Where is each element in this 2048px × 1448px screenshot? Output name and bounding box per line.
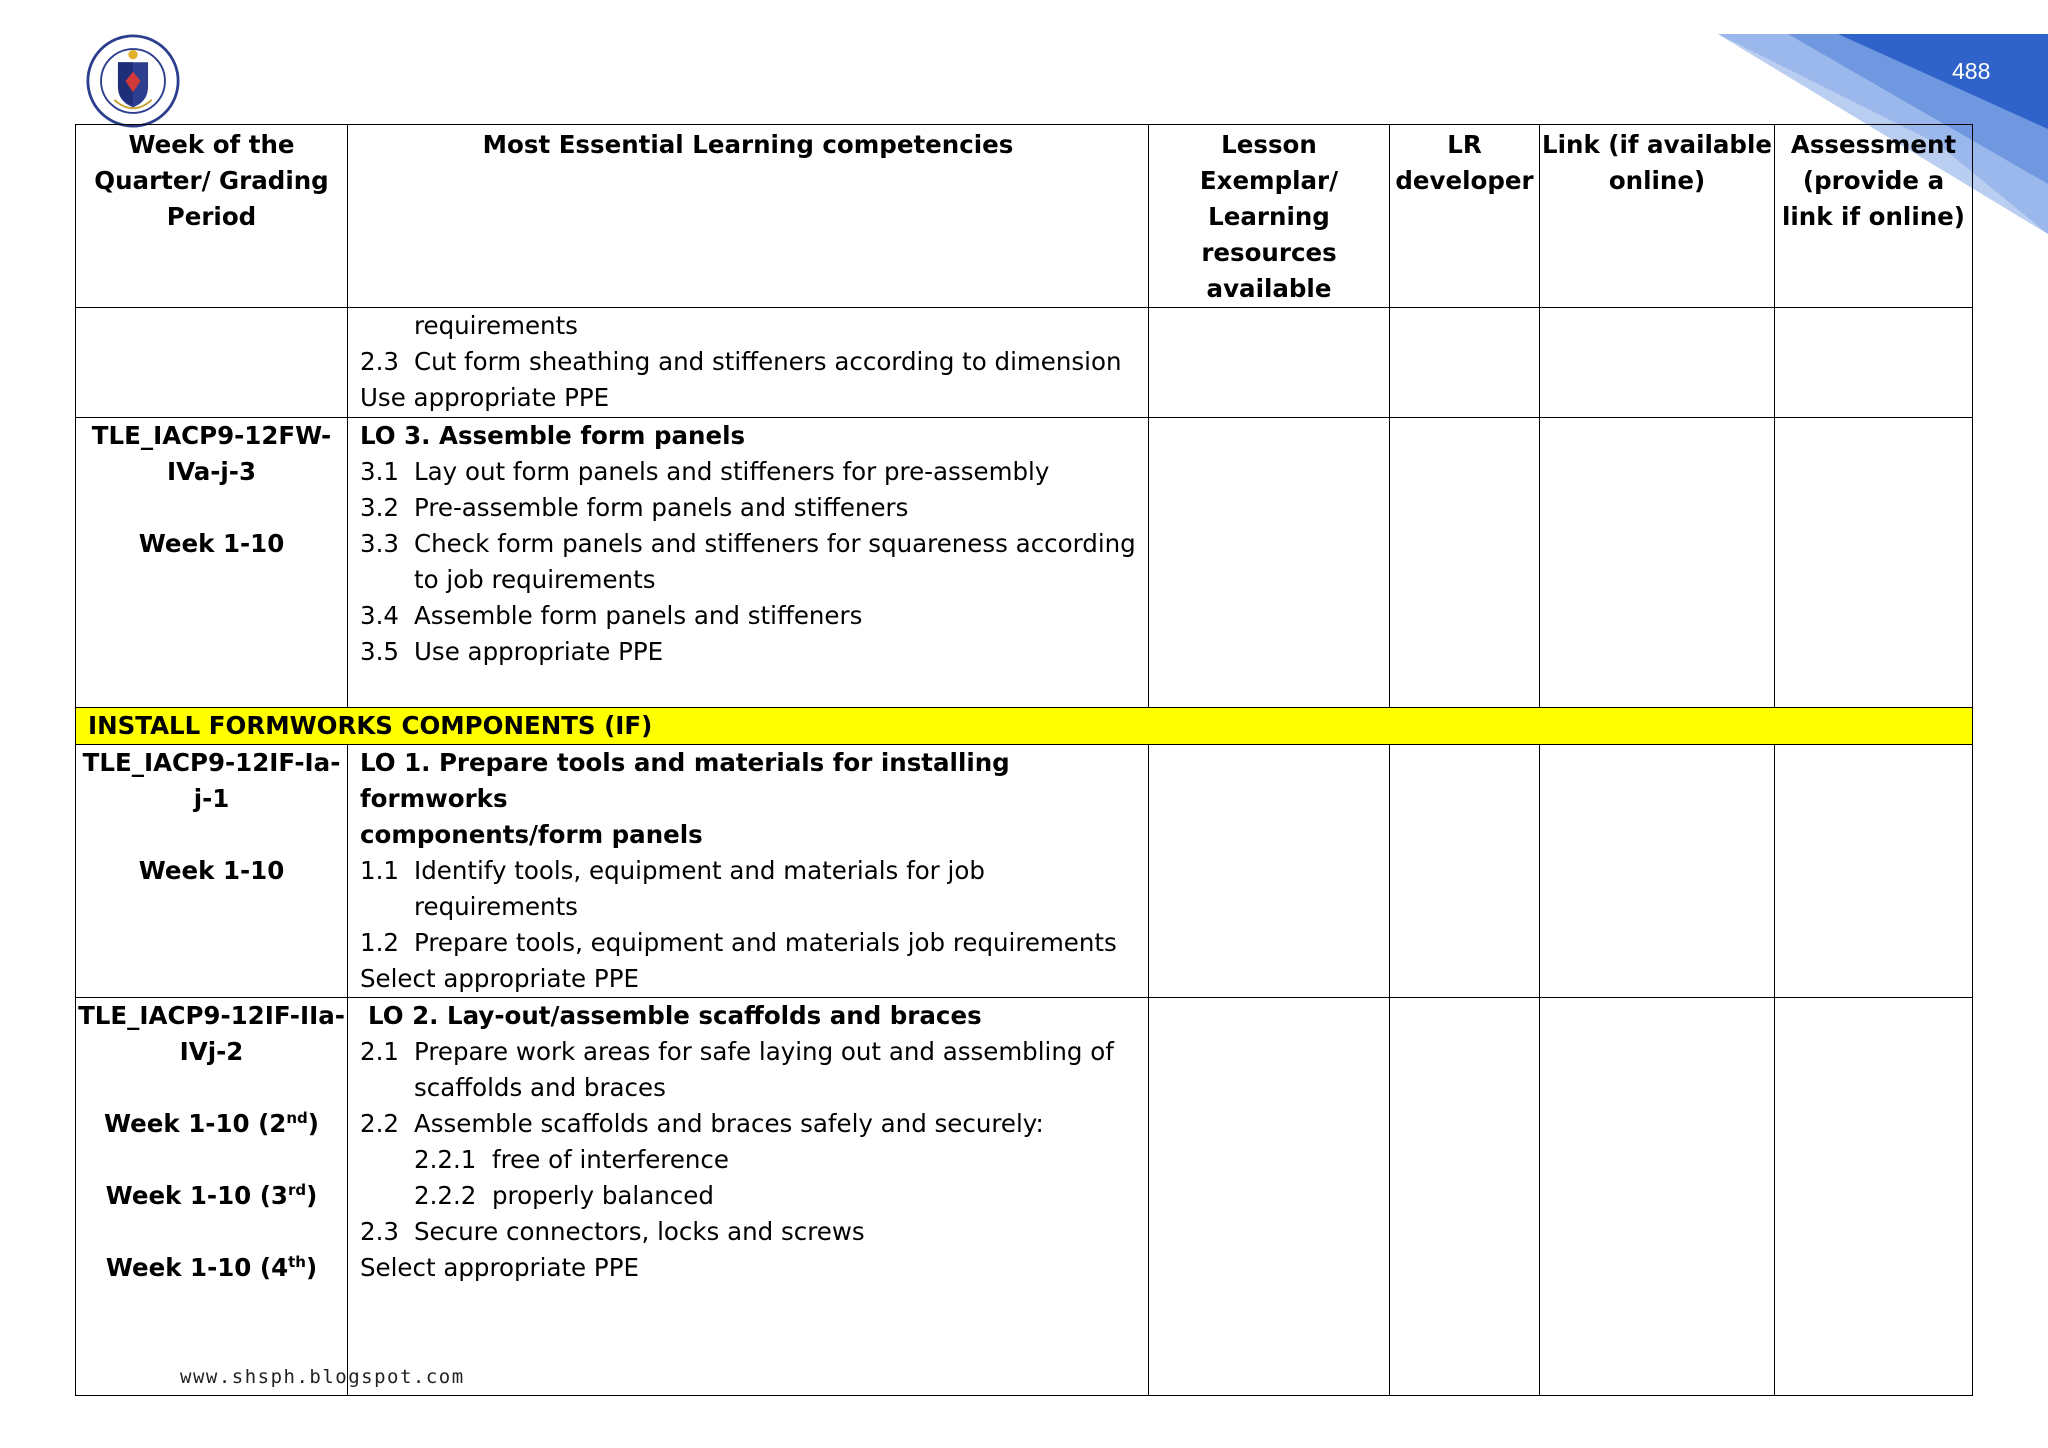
competency-subitem bbox=[360, 1178, 1148, 1214]
item-number: 2.2.1 bbox=[414, 1145, 477, 1174]
competency-cell bbox=[348, 745, 1149, 998]
item-number: 3.3 bbox=[360, 529, 399, 558]
competency-item bbox=[360, 562, 1148, 598]
empty-cell bbox=[1775, 745, 1973, 998]
competency-item bbox=[360, 1214, 1148, 1250]
week-cell bbox=[76, 308, 348, 418]
item-number: 3.4 bbox=[360, 601, 399, 630]
item-text: Assemble form panels and stiffeners bbox=[414, 601, 863, 630]
header-lesson-exemplar: Lesson Exemplar/ Learning resources available bbox=[1149, 125, 1390, 308]
empty-cell bbox=[1149, 998, 1390, 1396]
competency-item bbox=[360, 344, 1148, 380]
item-text: Cut form sheathing and stiffeners according to dimension bbox=[414, 347, 1122, 376]
week-text: Week 1-10 bbox=[138, 856, 285, 885]
competency-cell bbox=[348, 998, 1149, 1396]
empty-cell bbox=[1775, 998, 1973, 1396]
item-number: 3.5 bbox=[360, 637, 399, 666]
item-text: Secure connectors, locks and screws bbox=[414, 1217, 865, 1246]
code-text: TLE_IACP9-12IF-Ia- bbox=[82, 748, 341, 777]
table-row bbox=[76, 308, 1973, 418]
empty-cell bbox=[1149, 745, 1390, 998]
code-text: IVa-j-3 bbox=[166, 457, 257, 486]
deped-seal-icon bbox=[86, 34, 180, 128]
code-text: IVj-2 bbox=[179, 1037, 244, 1066]
lo-title: LO 3. Assemble form panels bbox=[360, 421, 746, 450]
header-assessment: Assessment (provide a link if online) bbox=[1775, 125, 1973, 308]
lo-title: LO 1. Prepare tools and materials for installing formworks bbox=[360, 748, 1010, 813]
item-text: Use appropriate PPE bbox=[414, 637, 664, 666]
item-number: 3.1 bbox=[360, 457, 399, 486]
code-text: TLE_IACP9-12IF-IIa- bbox=[78, 1001, 345, 1030]
week-cell bbox=[76, 998, 348, 1396]
item-number: 3.2 bbox=[360, 493, 399, 522]
competency-item bbox=[360, 526, 1148, 562]
item-text: Prepare work areas for safe laying out and assembling of bbox=[414, 1037, 1114, 1066]
item-text: Lay out form panels and stiffeners for pre-assembly bbox=[414, 457, 1050, 486]
empty-cell bbox=[1390, 998, 1540, 1396]
item-number: 2.1 bbox=[360, 1037, 399, 1066]
competency-item bbox=[360, 454, 1148, 490]
lo-title: components/form panels bbox=[360, 820, 703, 849]
melc-table bbox=[75, 124, 1973, 1396]
code-text: TLE_IACP9-12FW- bbox=[91, 421, 332, 450]
competency-line: Select appropriate PPE bbox=[360, 1253, 639, 1282]
competency-item bbox=[360, 490, 1148, 526]
item-number: 2.3 bbox=[360, 1217, 399, 1246]
item-number: 2.2.2 bbox=[414, 1181, 477, 1210]
empty-cell bbox=[1540, 998, 1775, 1396]
empty-cell bbox=[1540, 745, 1775, 998]
item-text: Prepare tools, equipment and materials job requirements bbox=[414, 928, 1117, 957]
item-text: properly balanced bbox=[492, 1181, 714, 1210]
empty-cell bbox=[1390, 308, 1540, 418]
empty-cell bbox=[1775, 418, 1973, 708]
item-number: 1.2 bbox=[360, 928, 399, 957]
table-row bbox=[76, 998, 1973, 1396]
header-competencies: Most Essential Learning competencies bbox=[348, 125, 1149, 308]
competency-line: requirements bbox=[414, 892, 578, 921]
table-row bbox=[76, 418, 1973, 708]
table-row bbox=[76, 745, 1973, 998]
section-header-row bbox=[76, 708, 1973, 745]
header-week: Week of the Quarter/ Grading Period bbox=[76, 125, 348, 308]
item-text: Pre-assemble form panels and stiffeners bbox=[414, 493, 909, 522]
competency-item bbox=[360, 1034, 1148, 1070]
empty-cell bbox=[1390, 418, 1540, 708]
empty-cell bbox=[1149, 418, 1390, 708]
footer-url: www.shsph.blogspot.com bbox=[180, 1366, 465, 1388]
competency-item bbox=[360, 634, 1148, 670]
lo-title: LO 2. Lay-out/assemble scaffolds and braces bbox=[368, 1001, 982, 1030]
header-link: Link (if available online) bbox=[1540, 125, 1775, 308]
item-number bbox=[360, 562, 414, 598]
section-title: INSTALL FORMWORKS COMPONENTS (IF) bbox=[76, 708, 1973, 745]
header-row bbox=[76, 125, 1973, 308]
competency-line: requirements bbox=[414, 311, 578, 340]
item-text: Assemble scaffolds and braces safely and securely: bbox=[414, 1109, 1044, 1138]
week-cell bbox=[76, 418, 348, 708]
week-text: Week 1-10 (4th) bbox=[105, 1252, 318, 1282]
page-number: 488 bbox=[1952, 58, 1991, 84]
empty-cell bbox=[1540, 308, 1775, 418]
header-lr-developer: LR developer bbox=[1390, 125, 1540, 308]
empty-cell bbox=[1390, 745, 1540, 998]
item-text: to job requirements bbox=[414, 565, 656, 594]
week-text: Week 1-10 (3rd) bbox=[105, 1180, 318, 1210]
competency-item bbox=[360, 925, 1148, 961]
competency-cell bbox=[348, 308, 1149, 418]
code-text: j-1 bbox=[193, 784, 230, 813]
item-number: 2.3 bbox=[360, 347, 399, 376]
week-cell bbox=[76, 745, 348, 998]
empty-cell bbox=[1540, 418, 1775, 708]
competency-item bbox=[360, 598, 1148, 634]
item-text: Check form panels and stiffeners for squareness according bbox=[414, 529, 1136, 558]
empty-cell bbox=[1775, 308, 1973, 418]
competency-item bbox=[360, 1106, 1148, 1142]
item-text: Identify tools, equipment and materials for job bbox=[414, 856, 985, 885]
competency-line: Use appropriate PPE bbox=[360, 383, 610, 412]
item-number: 1.1 bbox=[360, 856, 399, 885]
week-text: Week 1-10 (2nd) bbox=[104, 1108, 319, 1138]
competency-item bbox=[360, 853, 1148, 889]
competency-subitem bbox=[360, 1142, 1148, 1178]
empty-cell bbox=[1149, 308, 1390, 418]
competency-line: scaffolds and braces bbox=[414, 1073, 666, 1102]
item-text: free of interference bbox=[492, 1145, 729, 1174]
competency-line: Select appropriate PPE bbox=[360, 964, 639, 993]
week-text: Week 1-10 bbox=[138, 529, 285, 558]
competency-cell bbox=[348, 418, 1149, 708]
item-number: 2.2 bbox=[360, 1109, 399, 1138]
